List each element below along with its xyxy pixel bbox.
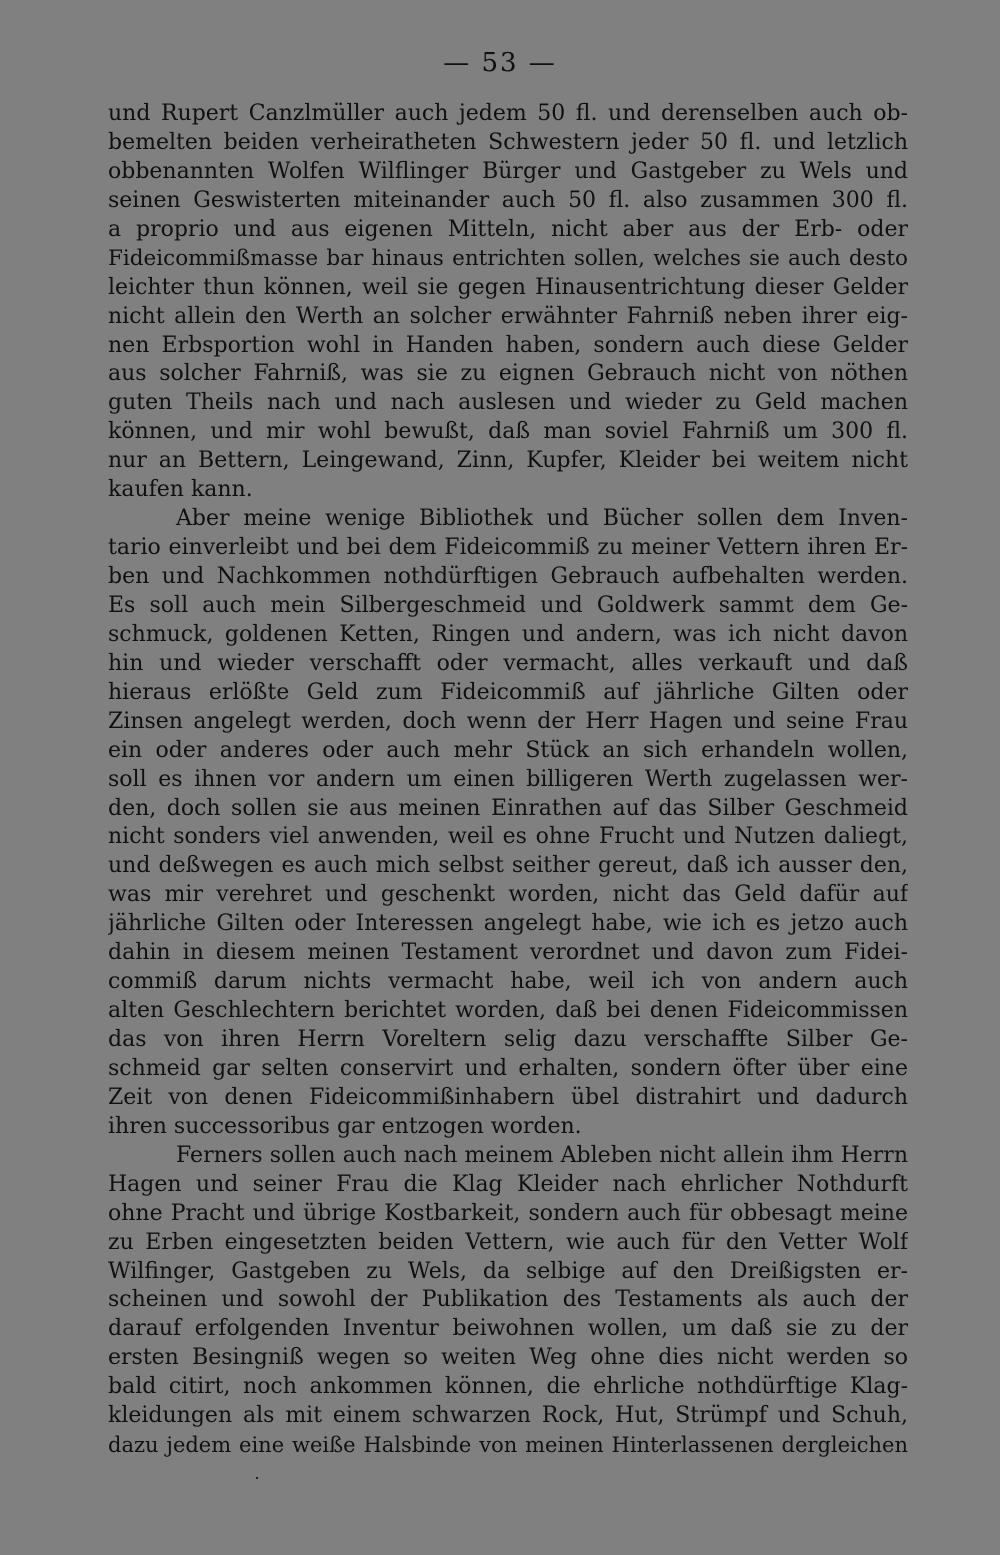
text-line: und deßwegen es auch mich selbst seither gereut, daß ich ausser den, (108, 853, 908, 879)
text-line: scheinen und sowohl der Publikation des Testaments als auch der (108, 1287, 908, 1313)
text-line: ihren successoribus gar entzogen worden. (108, 1113, 582, 1139)
body-text (108, 100, 908, 1460)
text-line: Zinsen angelegt werden, doch wenn der Herr Hagen und seine Frau (108, 708, 908, 734)
text-line: a proprio und aus eigenen Mitteln, nicht aber aus der Erb- oder (108, 216, 908, 242)
text-line: nen Erbsportion wohl in Handen haben, sondern auch diese Gelder (108, 332, 908, 358)
text-line: alten Geschlechtern berichtet worden, daß bei denen Fideicommissen (108, 998, 908, 1024)
text-line: den, doch sollen sie aus meinen Einrathen auf das Silber Geschmeid (108, 795, 908, 821)
text-line: ben und Nachkommen nothdürftigen Gebrauch aufbehalten werden. (108, 564, 908, 589)
text-line: tario einverleibt und bei dem Fideicommiß zu meiner Vettern ihren Er- (108, 535, 908, 561)
text-line: darauf erfolgenden Inventur beiwohnen wollen, um daß sie zu der (108, 1316, 908, 1342)
text-line: kleidungen als mit einem schwarzen Rock, Hut, Strümpf und Schuh, (108, 1403, 908, 1429)
text-line: Zeit von denen Fideicommißinhabern übel distrahirt und dadurch (108, 1084, 908, 1110)
text-line: seinen Geswisterten miteinander auch 50 fl. also zusammen 300 fl. (108, 187, 908, 213)
text-line: Aber meine wenige Bibliothek und Bücher sollen dem Inven- (176, 506, 908, 532)
text-line: Wilfinger, Gastgeben zu Wels, da selbige auf den Dreißigsten er- (108, 1258, 908, 1284)
text-line: nur an Bettern, Leingewand, Zinn, Kupfer, Kleider bei weitem nicht (108, 448, 908, 474)
text-line: bemelten beiden verheiratheten Schwestern jeder 50 fl. und letzlich (108, 129, 908, 155)
print-speck (256, 1477, 258, 1479)
text-line: schmuck, goldenen Ketten, Ringen und andern, was ich nicht davon (108, 621, 908, 647)
text-line: ein oder anderes oder auch mehr Stück an sich erhandeln wollen, (108, 737, 908, 763)
text-line: das von ihren Herrn Voreltern selig dazu verschaffte Silber Ge- (108, 1027, 908, 1052)
text-line: dahin in diesem meinen Testament verordnet und davon zum Fidei- (108, 940, 908, 966)
text-line: können, und mir wohl bewußt, daß man soviel Fahrniß um 300 fl. (108, 419, 908, 445)
text-line: was mir verehret und geschenkt worden, nicht das Geld dafür auf (108, 882, 908, 908)
text-line: kaufen kann. (108, 477, 253, 503)
text-line: zu Erben eingesetzten beiden Vettern, wie auch für den Vetter Wolf (108, 1229, 908, 1255)
text-line: nicht allein den Werth an solcher erwähnter Fahrniß neben ihrer eig- (108, 303, 908, 329)
text-line: guten Theils nach und nach auslesen und wieder zu Geld machen (108, 390, 908, 416)
text-line: und Rupert Canzlmüller auch jedem 50 fl. und derenselben auch ob- (108, 101, 908, 126)
text-line: Ferners sollen auch nach meinem Ableben nicht allein ihm Herrn (176, 1142, 908, 1168)
text-line: hieraus erlößte Geld zum Fideicommiß auf jährliche Gilten oder (108, 679, 908, 705)
page-number: — 53 — (443, 48, 557, 78)
text-line: soll es ihnen vor andern um einen billigeren Werth zugelassen wer- (108, 766, 908, 792)
text-line: hin und wieder verschafft oder vermacht, alles verkauft und daß (108, 650, 908, 676)
text-line: aus solcher Fahrniß, was sie zu eignen Gebrauch nicht von nöthen (108, 361, 908, 387)
text-line: Fideicommißmasse bar hinaus entrichten sollen, welches sie auch desto (108, 245, 908, 271)
text-line: leichter thun können, weil sie gegen Hinausentrichtung dieser Gelder (108, 274, 908, 300)
text-line: bald citirt, noch ankommen können, die ehrliche nothdürftige Klag- (108, 1374, 908, 1400)
text-line: nicht sonders viel anwenden, weil es ohne Frucht und Nutzen daliegt, (108, 824, 908, 850)
text-line: schmeid gar selten conservirt und erhalten, sondern öfter über eine (108, 1055, 908, 1081)
text-line: dazu jedem eine weiße Halsbinde von meinen Hinterlassenen dergleichen (108, 1433, 908, 1458)
text-line: Hagen und seiner Frau die Klag Kleider nach ehrlicher Nothdurft (108, 1171, 908, 1197)
text-line: commiß darum nichts vermacht habe, weil ich von andern auch (108, 969, 908, 995)
text-line: ersten Besingniß wegen so weiten Weg ohne dies nicht werden so (108, 1345, 908, 1371)
text-line: Es soll auch mein Silbergeschmeid und Goldwerk sammt dem Ge- (108, 592, 908, 618)
text-line: obbenannten Wolfen Wilflinger Bürger und Gastgeber zu Wels und (108, 158, 908, 184)
text-line: ohne Pracht und übrige Kostbarkeit, sondern auch für obbesagt meine (108, 1200, 908, 1226)
text-line: jährliche Gilten oder Interessen angelegt habe, wie ich es jetzo auch (108, 911, 908, 937)
